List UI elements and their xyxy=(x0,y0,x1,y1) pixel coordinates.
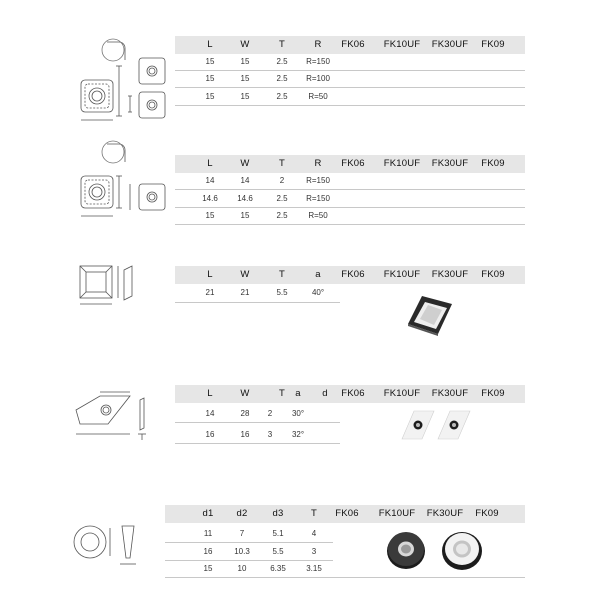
cell: 6.35 xyxy=(270,564,286,573)
cell: 15 xyxy=(205,57,215,66)
cell: R=50 xyxy=(308,211,328,220)
row-divider xyxy=(175,70,525,71)
cell: 14.6 xyxy=(202,194,218,203)
row-divider xyxy=(165,560,333,561)
header-fk10uf: FK10UF xyxy=(383,269,421,280)
header-d2: d2 xyxy=(236,508,248,519)
cell: 15 xyxy=(205,74,215,83)
cell: 2.5 xyxy=(276,194,288,203)
header-fk09: FK09 xyxy=(481,39,505,50)
cell: R=100 xyxy=(306,74,330,83)
cell: 2 xyxy=(279,176,285,185)
header-fk10uf: FK10UF xyxy=(383,388,421,399)
cell: 15 xyxy=(240,211,250,220)
cell: 3 xyxy=(311,547,317,556)
cell: 16 xyxy=(240,430,250,439)
cell: 3 xyxy=(267,430,273,439)
insert-drawing-round xyxy=(72,518,157,583)
cell: 15 xyxy=(205,211,215,220)
header-fk30uf: FK30UF xyxy=(431,388,469,399)
row-divider xyxy=(175,87,525,88)
cell: 32° xyxy=(291,430,305,439)
cell: 4 xyxy=(311,529,317,538)
header-L: L xyxy=(207,269,213,280)
cell: 2.5 xyxy=(276,74,288,83)
insert-drawing-square-radius-1 xyxy=(75,36,175,131)
cell: 2.5 xyxy=(276,57,288,66)
header-fk06: FK06 xyxy=(341,39,365,50)
header-R: R xyxy=(314,158,322,169)
cell: 5.1 xyxy=(272,529,284,538)
cell: 2.5 xyxy=(276,92,288,101)
spec-table-2 xyxy=(175,155,525,225)
cell: 3.15 xyxy=(306,564,322,573)
row-divider xyxy=(175,302,340,303)
header-d: d xyxy=(322,388,328,399)
cell: 10 xyxy=(237,564,247,573)
header-fk30uf: FK30UF xyxy=(431,269,469,280)
header-L: L xyxy=(207,388,213,399)
header-fk09: FK09 xyxy=(481,388,505,399)
header-T: T xyxy=(278,158,285,169)
cell: 14 xyxy=(240,176,250,185)
cell: 16 xyxy=(205,430,215,439)
header-fk30uf: FK30UF xyxy=(431,39,469,50)
spec-table-1 xyxy=(175,36,525,106)
header-fk10uf: FK10UF xyxy=(383,39,421,50)
header-fk06: FK06 xyxy=(341,269,365,280)
row-divider xyxy=(175,443,340,444)
cell: 30° xyxy=(291,409,305,418)
cell: 2.5 xyxy=(276,211,288,220)
header-fk10uf: FK10UF xyxy=(383,158,421,169)
header-d3: d3 xyxy=(272,508,284,519)
header-fk10uf: FK10UF xyxy=(378,508,416,519)
insert-drawing-square-radius-2 xyxy=(75,140,175,235)
spec-table-3 xyxy=(175,266,525,306)
row-divider xyxy=(175,105,525,106)
cell: 11 xyxy=(203,529,213,538)
cell: R=150 xyxy=(306,176,330,185)
header-W: W xyxy=(240,388,250,399)
product-photo-rhombic-inserts xyxy=(398,405,478,450)
row-divider xyxy=(175,224,525,225)
header-L: L xyxy=(207,39,213,50)
row-divider xyxy=(165,542,333,543)
header-fk06: FK06 xyxy=(341,388,365,399)
header-L: L xyxy=(207,158,213,169)
cell: 14.6 xyxy=(237,194,253,203)
cell: 15 xyxy=(240,74,250,83)
cell: 16 xyxy=(203,547,213,556)
insert-drawing-rhombic xyxy=(72,388,157,453)
header-T: T xyxy=(278,39,285,50)
header-T: T xyxy=(310,508,317,519)
cell: 21 xyxy=(240,288,250,297)
cell: 14 xyxy=(205,176,215,185)
header-a: a xyxy=(295,388,301,399)
cell: 5.5 xyxy=(272,547,284,556)
cell: 2 xyxy=(267,409,273,418)
header-fk09: FK09 xyxy=(475,508,499,519)
cell: 15 xyxy=(203,564,213,573)
product-photo-round-insert-dark xyxy=(385,527,427,576)
header-fk06: FK06 xyxy=(335,508,359,519)
header-a: a xyxy=(315,269,321,280)
product-photo-square-insert xyxy=(400,290,460,345)
cell: 15 xyxy=(205,92,215,101)
cell: 15 xyxy=(240,92,250,101)
header-W: W xyxy=(240,39,250,50)
header-fk30uf: FK30UF xyxy=(426,508,464,519)
cell: 14 xyxy=(205,409,215,418)
header-R: R xyxy=(314,39,322,50)
cell: 40° xyxy=(311,288,325,297)
cell: 15 xyxy=(240,57,250,66)
insert-drawing-square-chamfer xyxy=(78,262,138,317)
cell: 5.5 xyxy=(276,288,288,297)
header-d1: d1 xyxy=(202,508,214,519)
product-photo-round-insert-light xyxy=(440,526,484,577)
row-divider xyxy=(175,189,525,190)
header-fk09: FK09 xyxy=(481,158,505,169)
cell: 10.3 xyxy=(234,547,250,556)
header-fk30uf: FK30UF xyxy=(431,158,469,169)
row-divider xyxy=(175,422,340,423)
cell: 28 xyxy=(240,409,250,418)
row-divider xyxy=(165,577,525,578)
cell: R=50 xyxy=(308,92,328,101)
header-W: W xyxy=(240,269,250,280)
cell: R=150 xyxy=(306,194,330,203)
cell: R=150 xyxy=(306,57,330,66)
header-W: W xyxy=(240,158,250,169)
cell: 21 xyxy=(205,288,215,297)
header-fk06: FK06 xyxy=(341,158,365,169)
row-divider xyxy=(175,207,525,208)
header-fk09: FK09 xyxy=(481,269,505,280)
cell: 7 xyxy=(239,529,245,538)
header-T: T xyxy=(278,269,285,280)
header-T: T xyxy=(278,388,285,399)
